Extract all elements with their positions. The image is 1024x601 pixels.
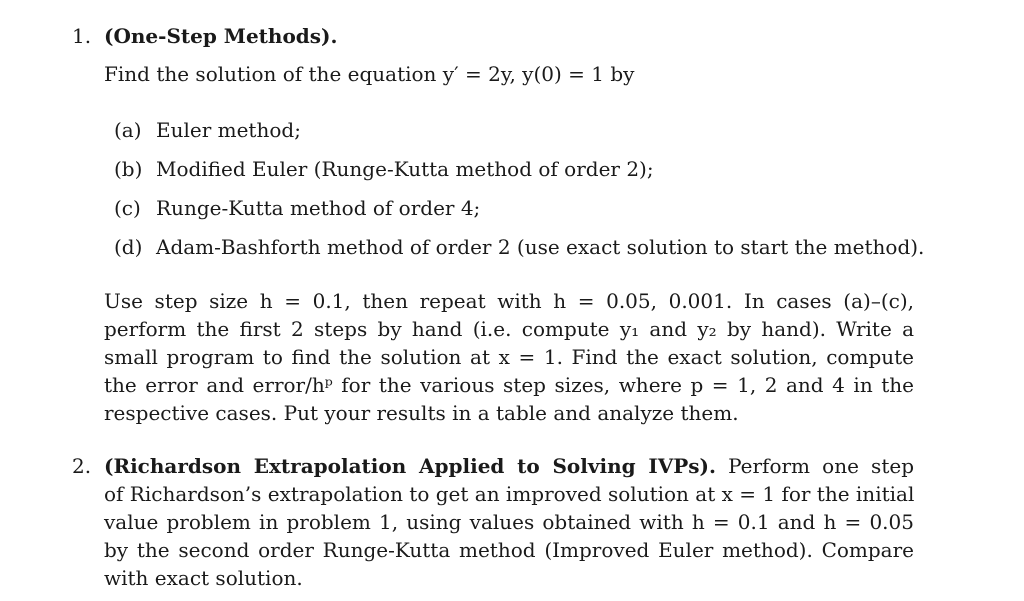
paragraph-line: Use step size h = 0.1, then repeat with h = 0.05, 0.001. In cases (a)–(c), bbox=[104, 289, 914, 313]
list-item-text: Adam-Bashforth method of order 2 (use exact solution to start the method). bbox=[156, 235, 925, 259]
list-item-label: (d) bbox=[114, 235, 143, 259]
list-item bbox=[114, 194, 480, 222]
list-item bbox=[114, 155, 654, 183]
paragraph-line: the error and error/hᵖ for the various step sizes, where p = 1, 2 and 4 in the bbox=[104, 373, 914, 397]
paragraph-line bbox=[104, 452, 914, 480]
paragraph-line: small program to find the solution at x = 1. Find the exact solution, compute bbox=[104, 345, 914, 369]
problem-1-intro: Find the solution of the equation y′ = 2y, y(0) = 1 by bbox=[104, 62, 635, 86]
problem-2-paragraph bbox=[104, 452, 914, 592]
paragraph-line: of Richardson’s extrapolation to get an improved solution at x = 1 for the initial bbox=[104, 482, 915, 506]
paragraph-line: value problem in problem 1, using values obtained with h = 0.1 and h = 0.05 bbox=[104, 510, 914, 534]
list-item-label: (c) bbox=[114, 196, 141, 220]
paragraph-line: respective cases. Put your results in a table and analyze them. bbox=[104, 401, 739, 425]
problem-2-title: (Richardson Extrapolation Applied to Solving IVPs). bbox=[104, 454, 716, 478]
paragraph-line: with exact solution. bbox=[104, 566, 303, 590]
list-item-text: Runge-Kutta method of order 4; bbox=[156, 196, 481, 220]
problem-2-number: 2. bbox=[72, 454, 92, 478]
problem-1-title: (One-Step Methods). bbox=[104, 24, 338, 48]
paragraph-line: by the second order Runge-Kutta method (Improved Euler method). Compare bbox=[104, 538, 914, 562]
list-item-label: (b) bbox=[114, 157, 143, 181]
list-item-text: Euler method; bbox=[156, 118, 301, 142]
paragraph-line: perform the first 2 steps by hand (i.e. compute y₁ and y₂ by hand). Write a bbox=[104, 317, 914, 341]
problem-2-first-line-rest: Perform one step bbox=[728, 454, 914, 478]
list-item bbox=[114, 233, 924, 261]
list-item-text: Modified Euler (Runge-Kutta method of order 2); bbox=[156, 157, 654, 181]
problem-1-number: 1. bbox=[72, 24, 92, 48]
list-item-label: (a) bbox=[114, 118, 142, 142]
problem-1-paragraph bbox=[104, 287, 914, 427]
list-item bbox=[114, 116, 301, 144]
